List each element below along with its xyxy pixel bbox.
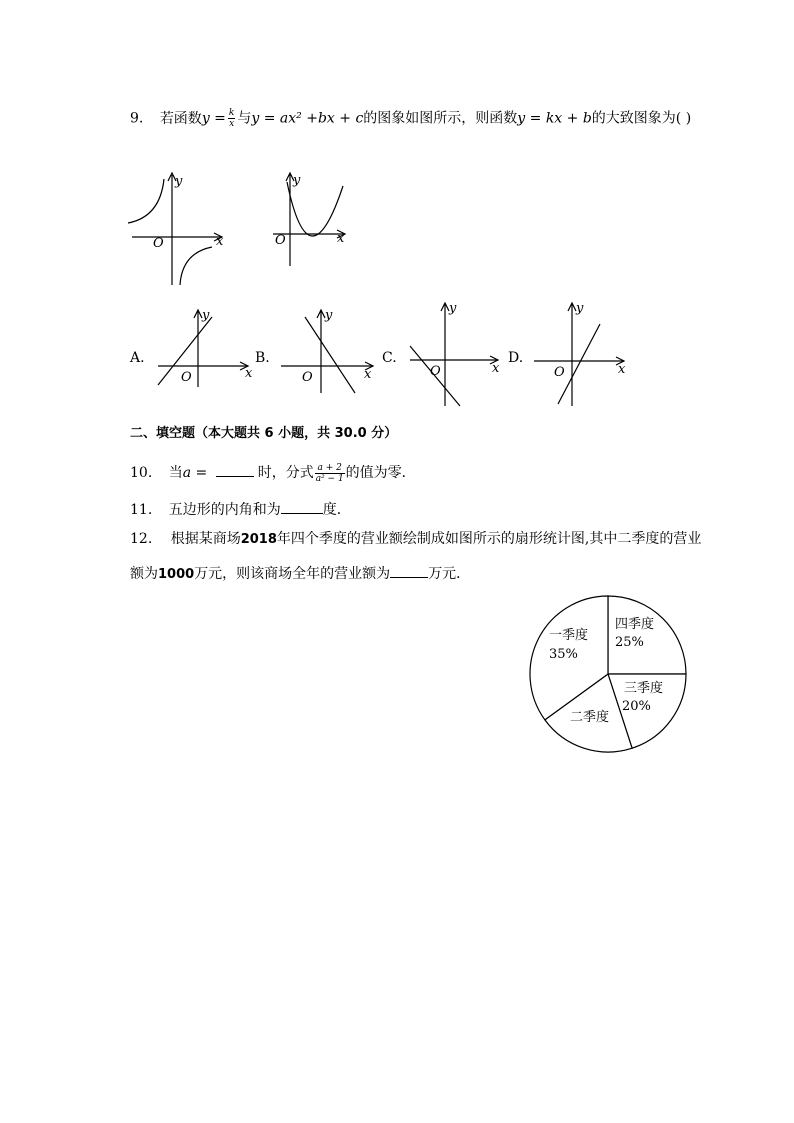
x-axis-label: x xyxy=(337,231,345,246)
question-text: 的值为零． xyxy=(345,465,416,481)
x-axis-label: x xyxy=(216,234,224,249)
question-9-stem xyxy=(130,108,691,129)
equation: y = kx + b xyxy=(517,110,592,127)
fraction-denominator: x xyxy=(229,119,235,129)
option-d-label: D. xyxy=(508,350,524,366)
y-axis-label: y xyxy=(325,308,333,323)
origin-label: O xyxy=(430,364,441,379)
question-number: 11. xyxy=(130,502,153,518)
pie-chart xyxy=(528,594,692,758)
question-text: 万元，则该商场全年的营业额为 xyxy=(194,566,391,582)
question-10 xyxy=(130,462,416,484)
question-text: 的图象如图所示，则函数 xyxy=(363,110,518,127)
question-text: 若函数 xyxy=(159,110,202,127)
answer-blank[interactable] xyxy=(216,462,254,477)
option-a-label: A. xyxy=(130,350,145,366)
x-axis-label: x xyxy=(245,366,253,381)
question-text: 五边形的内角和为 xyxy=(168,502,281,518)
question-text: 当 xyxy=(168,465,183,481)
fraction-numerator: k xyxy=(228,108,235,118)
equation: y = xyxy=(201,110,226,127)
option-b-graph xyxy=(275,305,385,395)
y-axis-label: y xyxy=(293,173,301,188)
question-12-line-1 xyxy=(130,530,701,549)
origin-label: O xyxy=(181,370,192,385)
answer-blank[interactable] xyxy=(390,563,428,578)
slice-label-q1: 一季度 xyxy=(549,628,589,643)
hyperbola-branch-upper-left xyxy=(128,179,164,223)
question-number: 9. xyxy=(130,110,144,127)
y-axis-label: y xyxy=(449,301,457,316)
question-text: 万元． xyxy=(428,566,471,582)
amount-value: 1000 xyxy=(158,567,195,582)
equation: y = ax² +bx + c xyxy=(251,110,364,127)
parabola-curve xyxy=(287,182,343,236)
x-axis-label: x xyxy=(618,362,626,377)
slice-label-q4: 四季度 xyxy=(615,617,655,632)
origin-label: O xyxy=(275,233,286,248)
question-11 xyxy=(130,499,351,519)
year-value: 2018 xyxy=(240,532,277,547)
question-text: 额为 xyxy=(130,566,158,582)
answer-blank[interactable] xyxy=(281,499,323,514)
option-c-label: C. xyxy=(382,350,397,366)
option-d-graph xyxy=(528,298,633,410)
question-number: 10. xyxy=(130,465,153,481)
y-axis-label: y xyxy=(175,174,183,189)
origin-label: O xyxy=(153,236,164,251)
origin-label: O xyxy=(302,370,313,385)
y-axis-label: y xyxy=(202,308,210,323)
question-text: 年四个季度的营业额绘制成如图所示的扇形统计图,其中二季度的营业 xyxy=(276,531,702,547)
hyperbola-branch-lower-right xyxy=(180,247,212,285)
option-c-graph xyxy=(402,298,507,410)
y-axis-label: y xyxy=(576,301,584,316)
option-b-label: B. xyxy=(255,350,270,366)
x-axis-label: x xyxy=(492,361,500,376)
x-axis-label: x xyxy=(364,367,372,382)
question-text: 度． xyxy=(322,502,351,518)
fraction xyxy=(315,463,345,484)
question-text: 时，分式 xyxy=(257,465,314,481)
slice-percent-q1: 35% xyxy=(549,647,578,662)
fraction xyxy=(228,108,235,129)
question-text: 的大致图象为( ) xyxy=(591,110,692,127)
hyperbola-graph xyxy=(120,165,230,290)
question-number: 12. xyxy=(130,531,153,547)
parabola-graph xyxy=(265,168,365,273)
slice-percent-q3: 20% xyxy=(622,699,651,714)
line-graph xyxy=(558,324,600,404)
slice-percent-q4: 25% xyxy=(615,635,644,650)
variable: a = xyxy=(182,465,208,481)
section-heading: 二、填空题（本大题共 6 小题，共 30.0 分） xyxy=(130,426,398,441)
slice-label-q3: 三季度 xyxy=(624,681,664,696)
question-text: 根据某商场 xyxy=(170,531,241,547)
pie-slices xyxy=(530,596,686,752)
question-text: 与 xyxy=(237,110,252,127)
option-a-graph xyxy=(150,305,260,390)
question-12-line-2 xyxy=(130,563,470,584)
fraction-numerator: a + 2 xyxy=(315,463,345,474)
origin-label: O xyxy=(554,365,565,380)
slice-label-q2: 二季度 xyxy=(570,710,610,725)
fraction-denominator: a² − 1 xyxy=(315,473,344,484)
